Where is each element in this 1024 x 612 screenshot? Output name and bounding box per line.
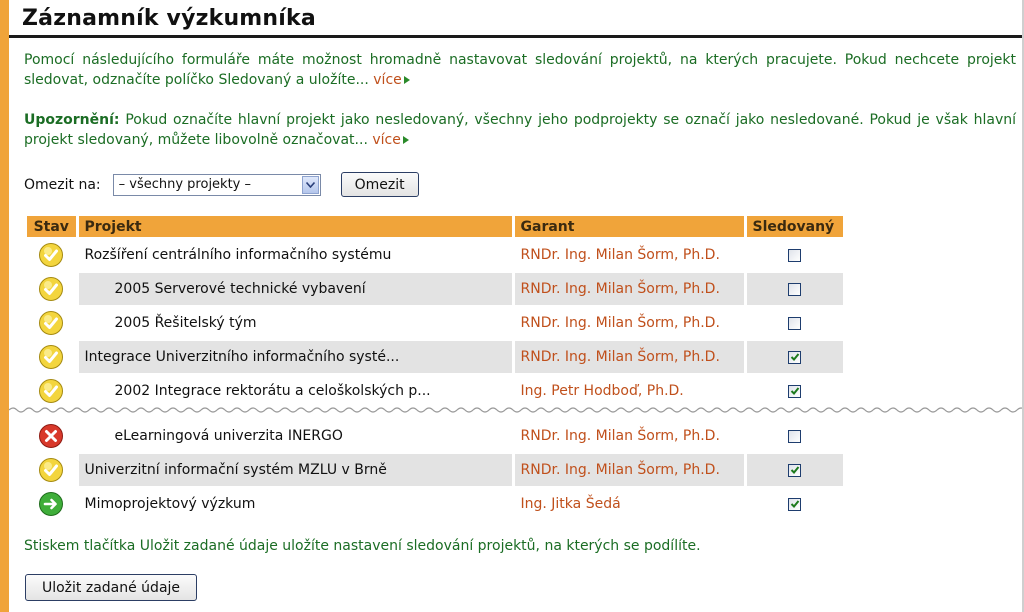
table-row [27, 272, 844, 306]
intro-paragraph [24, 50, 1016, 90]
status-cell [27, 419, 77, 453]
table-row [27, 306, 844, 340]
table-row [27, 453, 844, 487]
table-row [27, 238, 844, 272]
checkmark-circle-icon [38, 457, 64, 483]
warning-text: Pokud označíte hlavní projekt jako nesledovaný, všechny jeho podprojekty se označí jako nesledované. Pokud je však hlavní projekt sledovaný, můžete libovolně označovat... [24, 112, 1016, 148]
title-underline [9, 35, 1022, 38]
projects-table-continued [27, 418, 846, 520]
project-name: 2005 Řešitelský tým [77, 306, 513, 340]
status-cell [27, 238, 77, 272]
warning-more-link[interactable]: více [372, 132, 409, 148]
page-break [9, 403, 1022, 417]
chevron-down-icon[interactable] [302, 176, 319, 194]
intro-more-link[interactable]: více [373, 72, 410, 88]
watched-cell [745, 487, 844, 520]
watched-checkbox[interactable] [788, 249, 801, 262]
checkmark-circle-icon [38, 276, 64, 302]
watched-checkbox[interactable] [788, 430, 801, 443]
watched-cell [745, 453, 844, 487]
project-name: Univerzitní informační systém MZLU v Brně [77, 453, 513, 487]
garant-name: Ing. Petr Hodboď, Ph.D. [513, 374, 745, 407]
table-row [27, 419, 844, 453]
watched-checkbox[interactable] [788, 351, 801, 364]
header-projekt: Projekt [77, 216, 513, 238]
error-x-icon [38, 423, 64, 449]
garant-name: RNDr. Ing. Milan Šorm, Ph.D. [513, 238, 745, 272]
checkmark-circle-icon [38, 378, 64, 404]
warning-paragraph [24, 110, 1016, 150]
project-name: 2002 Integrace rektorátu a celoškolských p... [77, 374, 513, 407]
checkmark-icon [790, 499, 800, 509]
arrow-right-circle-icon [38, 491, 64, 517]
garant-name: Ing. Jitka Šedá [513, 487, 745, 520]
page-title: Záznamník výzkumníka [22, 6, 316, 31]
checkmark-icon [790, 352, 800, 362]
project-filter-value: – všechny projekty – [118, 177, 251, 192]
checkmark-icon [790, 465, 800, 475]
filter-bar [24, 172, 419, 197]
header-sledovany: Sledovaný [745, 216, 844, 238]
watched-cell [745, 306, 844, 340]
table-row [27, 340, 844, 374]
watched-cell [745, 238, 844, 272]
status-cell [27, 487, 77, 520]
arrow-right-icon [403, 136, 409, 144]
project-name: Integrace Univerzitního informačního systé... [77, 340, 513, 374]
watched-checkbox[interactable] [788, 385, 801, 398]
garant-name: RNDr. Ing. Milan Šorm, Ph.D. [513, 272, 745, 306]
status-cell [27, 340, 77, 374]
status-cell [27, 272, 77, 306]
checkmark-circle-icon [38, 344, 64, 370]
watched-cell [745, 340, 844, 374]
projects-table [27, 216, 846, 407]
project-name: Rozšíření centrálního informačního systému [77, 238, 513, 272]
left-accent-bar [0, 0, 9, 612]
garant-name: RNDr. Ing. Milan Šorm, Ph.D. [513, 419, 745, 453]
watched-cell [745, 419, 844, 453]
footer-note: Stiskem tlačítka Uložit zadané údaje uložíte nastavení sledování projektů, na kterých se podílíte. [24, 538, 701, 554]
filter-label: Omezit na: [24, 176, 101, 193]
watched-checkbox[interactable] [788, 283, 801, 296]
table-row [27, 487, 844, 520]
garant-name: RNDr. Ing. Milan Šorm, Ph.D. [513, 453, 745, 487]
project-filter-select[interactable] [113, 174, 321, 196]
checkmark-circle-icon [38, 242, 64, 268]
save-button[interactable]: Uložit zadané údaje [25, 574, 197, 601]
project-name: Mimoprojektový výzkum [77, 487, 513, 520]
checkmark-circle-icon [38, 310, 64, 336]
warning-label: Upozornění: [24, 112, 120, 128]
intro-text: Pomocí následujícího formuláře máte možnost hromadně nastavovat sledování projektů, na kterých pracujete. Pokud nechcete projekt sledovat, odznačíte políčko Sledovaný a uložíte... [24, 52, 1016, 88]
header-stav: Stav [27, 216, 77, 238]
watched-checkbox[interactable] [788, 464, 801, 477]
arrow-right-icon [404, 76, 410, 84]
watched-checkbox[interactable] [788, 317, 801, 330]
project-name: 2005 Serverové technické vybavení [77, 272, 513, 306]
garant-name: RNDr. Ing. Milan Šorm, Ph.D. [513, 340, 745, 374]
checkmark-icon [790, 386, 800, 396]
table-header-row [27, 216, 844, 238]
garant-name: RNDr. Ing. Milan Šorm, Ph.D. [513, 306, 745, 340]
watched-cell [745, 272, 844, 306]
filter-button[interactable]: Omezit [341, 172, 419, 197]
watched-checkbox[interactable] [788, 498, 801, 511]
header-garant: Garant [513, 216, 745, 238]
project-name: eLearningová univerzita INERGO [77, 419, 513, 453]
status-cell [27, 306, 77, 340]
status-cell [27, 453, 77, 487]
